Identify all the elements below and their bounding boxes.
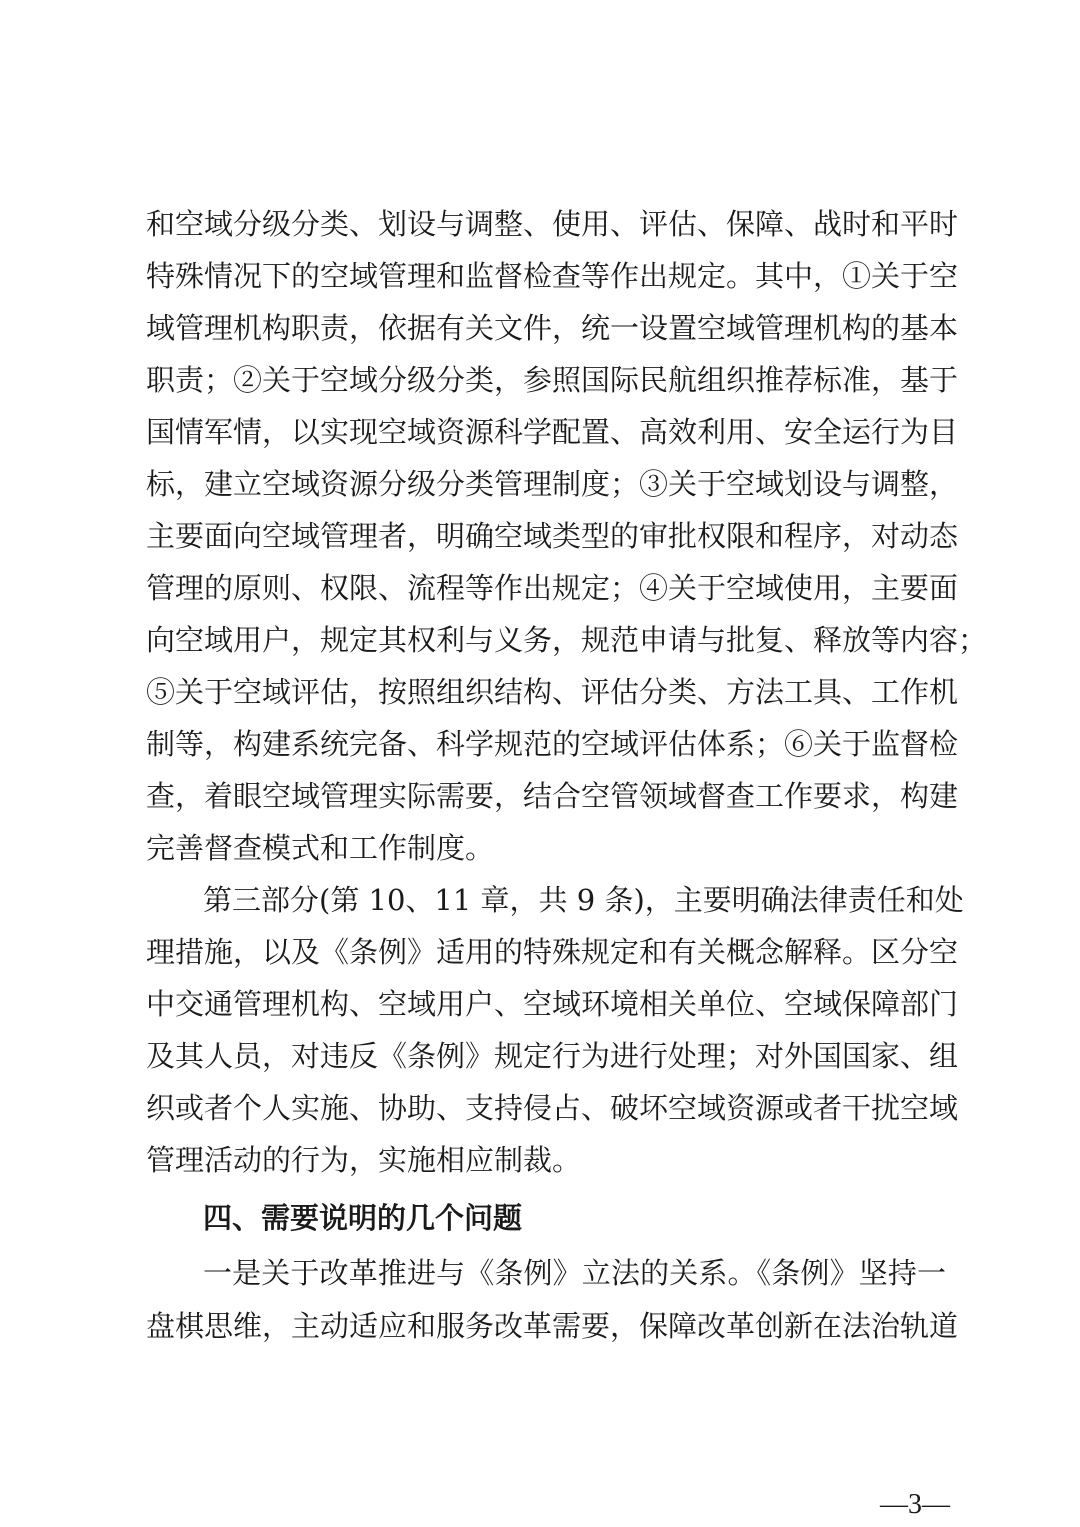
paragraph-1-line-6: 标，建立空域资源分级分类管理制度；③关于空域划设与调整，	[146, 467, 959, 501]
paragraph-2-line-2: 理措施，以及《条例》适用的特殊规定和有关概念解释。区分空	[146, 935, 959, 969]
paragraph-2-line-1: 第三部分(第 10、11 章，共 9 条)，主要明确法律责任和处	[203, 883, 964, 917]
paragraph-3-line-2: 盘棋思维，主动适应和服务改革需要，保障改革创新在法治轨道	[146, 1309, 959, 1343]
paragraph-1-line-7: 主要面向空域管理者，明确空域类型的审批权限和程序，对动态	[146, 519, 959, 553]
paragraph-1-line-2: 特殊情况下的空域管理和监督检查等作出规定。其中，①关于空	[146, 259, 959, 293]
paragraph-1-line-8: 管理的原则、权限、流程等作出规定；④关于空域使用，主要面	[146, 571, 959, 605]
paragraph-2-line-3: 中交通管理机构、空域用户、空域环境相关单位、空域保障部门	[146, 987, 959, 1021]
paragraph-1-line-11: 制等，构建系统完备、科学规范的空域评估体系；⑥关于监督检	[146, 727, 959, 761]
paragraph-2-line-5: 织或者个人实施、协助、支持侵占、破坏空域资源或者干扰空域	[146, 1091, 959, 1125]
section-heading: 四、需要说明的几个问题	[203, 1201, 523, 1235]
paragraph-1-line-12: 查，着眼空域管理实际需要，结合空管领域督查工作要求，构建	[146, 779, 959, 813]
paragraph-1-line-5: 国情军情，以实现空域资源科学配置、高效利用、安全运行为目	[146, 415, 959, 449]
paragraph-3-line-1: 一是关于改革推进与《条例》立法的关系。《条例》坚持一	[203, 1258, 946, 1290]
paragraph-1-line-13: 完善督查模式和工作制度。	[146, 831, 495, 865]
paragraph-1-line-1: 和空域分级分类、划设与调整、使用、评估、保障、战时和平时	[146, 207, 959, 241]
paragraph-1-line-9: 向空域用户，规定其权利与义务，规范申请与批复、释放等内容；	[146, 623, 988, 657]
paragraph-2-line-6: 管理活动的行为，实施相应制裁。	[146, 1143, 582, 1177]
page-number: —3—	[880, 1489, 950, 1520]
paragraph-1-line-4: 职责；②关于空域分级分类，参照国际民航组织推荐标准，基于	[146, 363, 959, 397]
paragraph-1-line-10: ⑤关于空域评估，按照组织结构、评估分类、方法工具、工作机	[146, 675, 959, 709]
paragraph-2-line-4: 及其人员，对违反《条例》规定行为进行处理；对外国国家、组	[146, 1039, 959, 1073]
paragraph-1-line-3: 域管理机构职责，依据有关文件，统一设置空域管理机构的基本	[146, 311, 959, 345]
